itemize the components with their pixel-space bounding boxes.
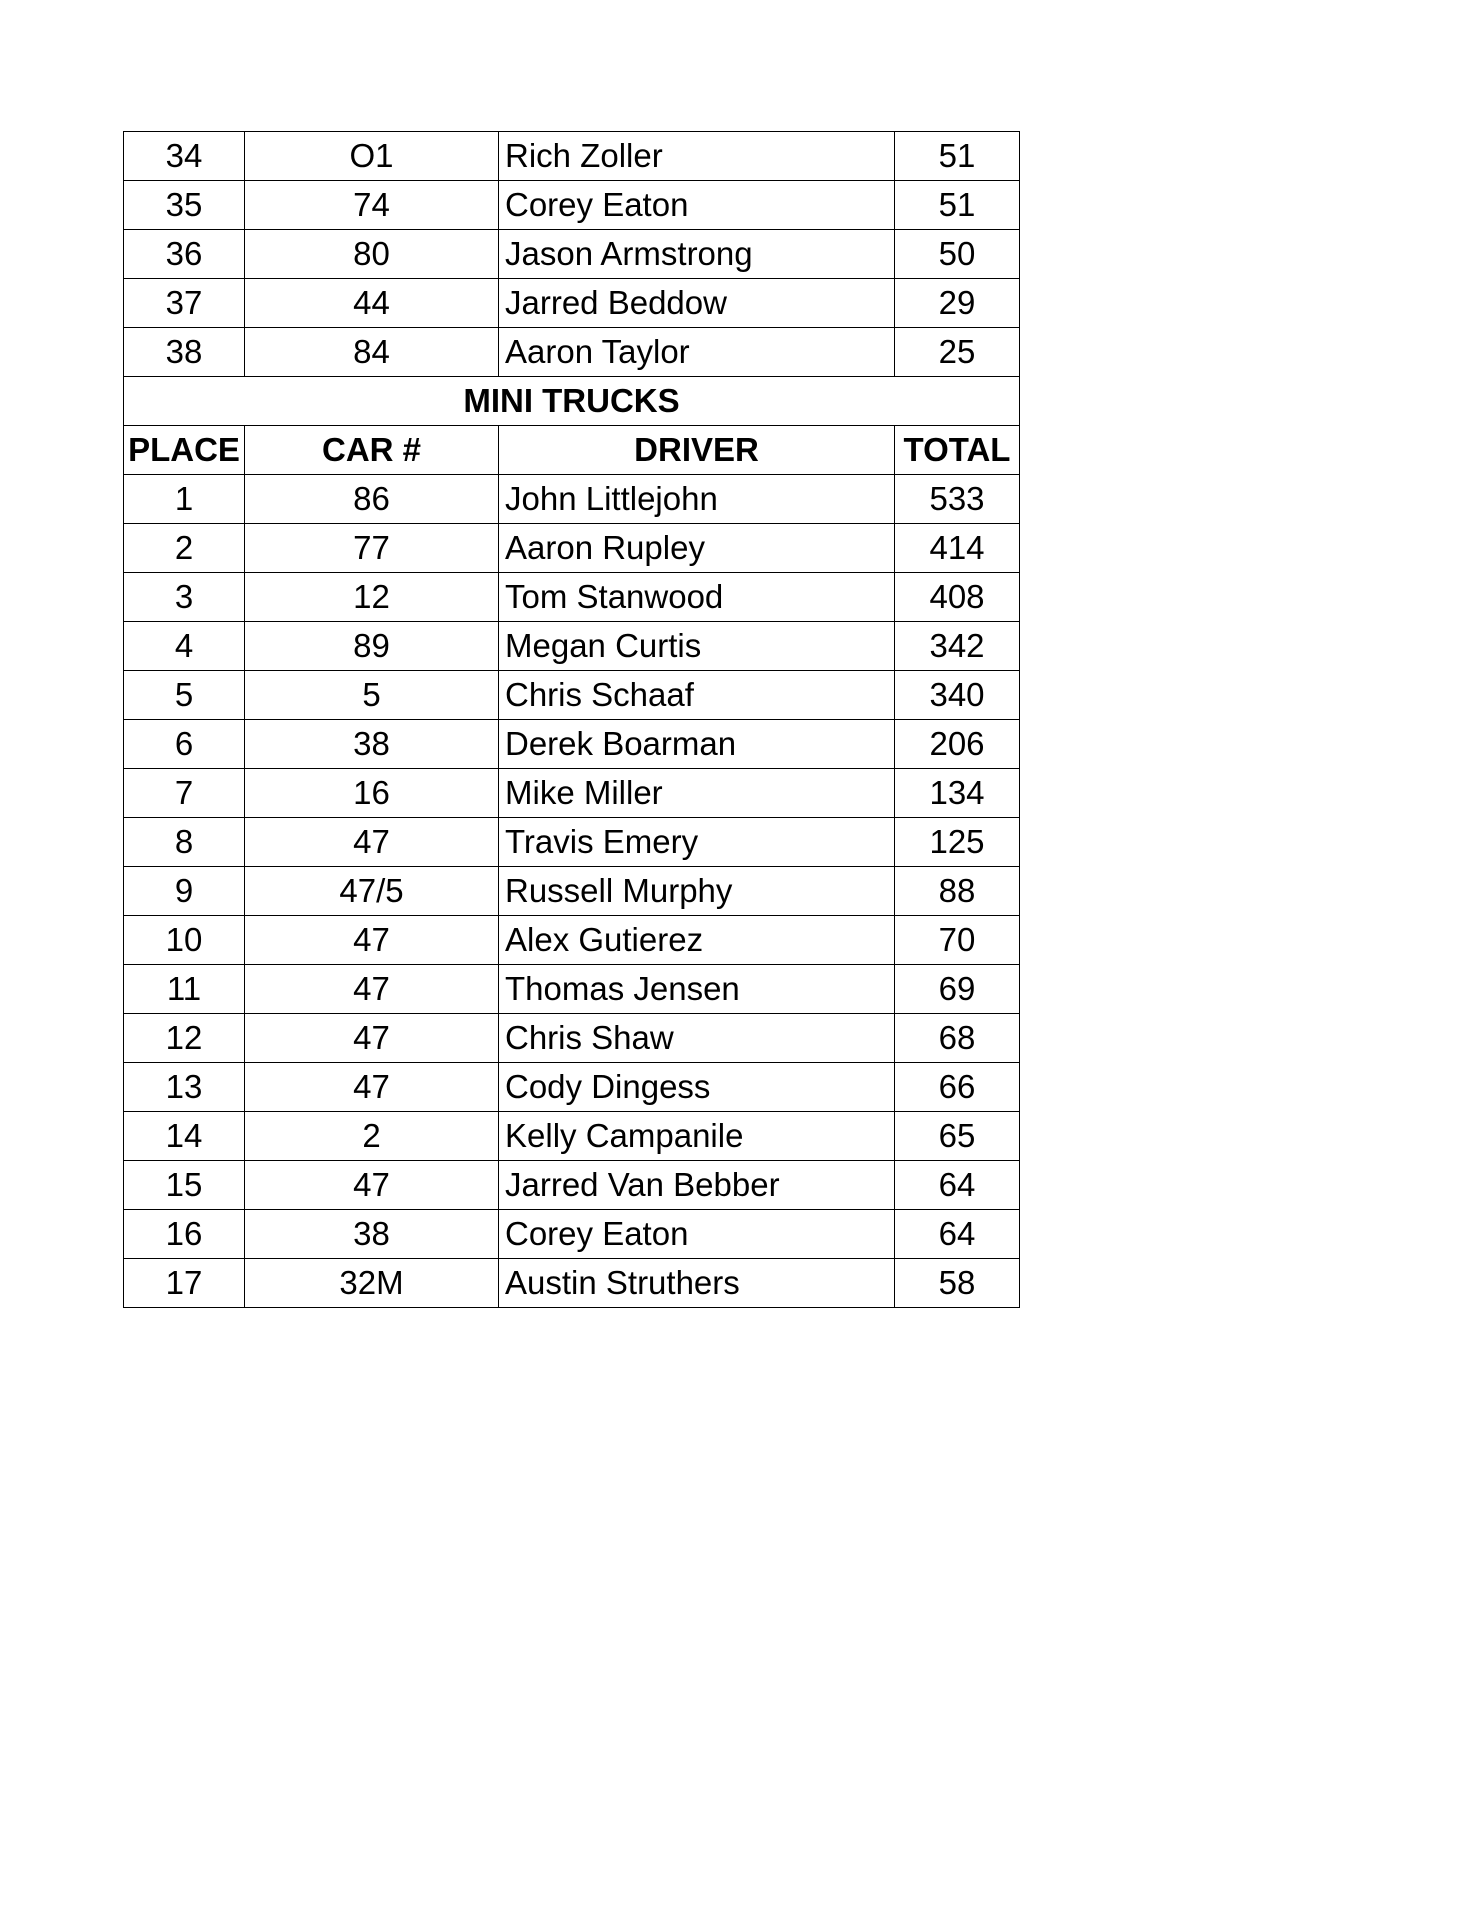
table-row	[124, 916, 1020, 965]
car-number-cell: 32M	[245, 1259, 499, 1308]
driver-cell: Aaron Taylor	[499, 328, 895, 377]
driver-cell: Russell Murphy	[499, 867, 895, 916]
place-cell: 5	[124, 671, 245, 720]
place-cell: 14	[124, 1112, 245, 1161]
table-row	[124, 1161, 1020, 1210]
table-row	[124, 965, 1020, 1014]
car-number-cell: 47	[245, 1063, 499, 1112]
driver-cell: Derek Boarman	[499, 720, 895, 769]
previous-class-rows	[124, 132, 1020, 377]
mini-trucks-section-header	[124, 377, 1020, 475]
total-cell: 68	[895, 1014, 1020, 1063]
driver-cell: Jason Armstrong	[499, 230, 895, 279]
place-cell: 3	[124, 573, 245, 622]
total-cell: 64	[895, 1161, 1020, 1210]
place-cell: 15	[124, 1161, 245, 1210]
car-number-cell: 12	[245, 573, 499, 622]
total-cell: 88	[895, 867, 1020, 916]
driver-cell: Jarred Beddow	[499, 279, 895, 328]
table-row	[124, 720, 1020, 769]
table-row	[124, 132, 1020, 181]
car-number-cell: 47/5	[245, 867, 499, 916]
place-cell: 13	[124, 1063, 245, 1112]
car-number-cell: 86	[245, 475, 499, 524]
place-cell: 36	[124, 230, 245, 279]
header-total: TOTAL	[895, 426, 1020, 475]
car-number-cell: 80	[245, 230, 499, 279]
table-row	[124, 671, 1020, 720]
header-car: CAR #	[245, 426, 499, 475]
driver-cell: Rich Zoller	[499, 132, 895, 181]
place-cell: 34	[124, 132, 245, 181]
car-number-cell: 89	[245, 622, 499, 671]
car-number-cell: 47	[245, 916, 499, 965]
total-cell: 340	[895, 671, 1020, 720]
section-title: MINI TRUCKS	[124, 377, 1020, 426]
driver-cell: John Littlejohn	[499, 475, 895, 524]
place-cell: 17	[124, 1259, 245, 1308]
car-number-cell: 77	[245, 524, 499, 573]
driver-cell: Corey Eaton	[499, 1210, 895, 1259]
total-cell: 69	[895, 965, 1020, 1014]
total-cell: 58	[895, 1259, 1020, 1308]
header-place: PLACE	[124, 426, 245, 475]
total-cell: 65	[895, 1112, 1020, 1161]
table-row	[124, 524, 1020, 573]
car-number-cell: 47	[245, 1014, 499, 1063]
table-row	[124, 279, 1020, 328]
total-cell: 125	[895, 818, 1020, 867]
car-number-cell: O1	[245, 132, 499, 181]
place-cell: 7	[124, 769, 245, 818]
total-cell: 408	[895, 573, 1020, 622]
driver-cell: Jarred Van Bebber	[499, 1161, 895, 1210]
table-row	[124, 818, 1020, 867]
total-cell: 342	[895, 622, 1020, 671]
table-row	[124, 181, 1020, 230]
driver-cell: Corey Eaton	[499, 181, 895, 230]
place-cell: 9	[124, 867, 245, 916]
total-cell: 533	[895, 475, 1020, 524]
car-number-cell: 47	[245, 818, 499, 867]
total-cell: 25	[895, 328, 1020, 377]
car-number-cell: 5	[245, 671, 499, 720]
driver-cell: Austin Struthers	[499, 1259, 895, 1308]
driver-cell: Tom Stanwood	[499, 573, 895, 622]
total-cell: 51	[895, 132, 1020, 181]
table-row	[124, 867, 1020, 916]
place-cell: 37	[124, 279, 245, 328]
driver-cell: Mike Miller	[499, 769, 895, 818]
place-cell: 1	[124, 475, 245, 524]
total-cell: 134	[895, 769, 1020, 818]
total-cell: 414	[895, 524, 1020, 573]
driver-cell: Travis Emery	[499, 818, 895, 867]
table-row	[124, 475, 1020, 524]
car-number-cell: 38	[245, 1210, 499, 1259]
car-number-cell: 47	[245, 1161, 499, 1210]
car-number-cell: 84	[245, 328, 499, 377]
place-cell: 6	[124, 720, 245, 769]
table-row	[124, 1063, 1020, 1112]
place-cell: 8	[124, 818, 245, 867]
total-cell: 66	[895, 1063, 1020, 1112]
table-row	[124, 622, 1020, 671]
place-cell: 2	[124, 524, 245, 573]
place-cell: 11	[124, 965, 245, 1014]
table-row	[124, 328, 1020, 377]
car-number-cell: 44	[245, 279, 499, 328]
table-row	[124, 573, 1020, 622]
table-row	[124, 1259, 1020, 1308]
driver-cell: Chris Shaw	[499, 1014, 895, 1063]
driver-cell: Thomas Jensen	[499, 965, 895, 1014]
table-row	[124, 230, 1020, 279]
driver-cell: Kelly Campanile	[499, 1112, 895, 1161]
header-driver: DRIVER	[499, 426, 895, 475]
total-cell: 64	[895, 1210, 1020, 1259]
total-cell: 51	[895, 181, 1020, 230]
driver-cell: Alex Gutierez	[499, 916, 895, 965]
standings-table	[123, 131, 1020, 1308]
place-cell: 35	[124, 181, 245, 230]
column-header-row	[124, 426, 1020, 475]
car-number-cell: 16	[245, 769, 499, 818]
place-cell: 38	[124, 328, 245, 377]
car-number-cell: 47	[245, 965, 499, 1014]
place-cell: 4	[124, 622, 245, 671]
driver-cell: Aaron Rupley	[499, 524, 895, 573]
total-cell: 206	[895, 720, 1020, 769]
table-row	[124, 1112, 1020, 1161]
car-number-cell: 74	[245, 181, 499, 230]
car-number-cell: 38	[245, 720, 499, 769]
total-cell: 70	[895, 916, 1020, 965]
driver-cell: Cody Dingess	[499, 1063, 895, 1112]
car-number-cell: 2	[245, 1112, 499, 1161]
driver-cell: Megan Curtis	[499, 622, 895, 671]
total-cell: 29	[895, 279, 1020, 328]
table-row	[124, 1014, 1020, 1063]
mini-trucks-rows	[124, 475, 1020, 1308]
table-row	[124, 769, 1020, 818]
section-title-row	[124, 377, 1020, 426]
driver-cell: Chris Schaaf	[499, 671, 895, 720]
total-cell: 50	[895, 230, 1020, 279]
place-cell: 12	[124, 1014, 245, 1063]
table-row	[124, 1210, 1020, 1259]
place-cell: 16	[124, 1210, 245, 1259]
place-cell: 10	[124, 916, 245, 965]
